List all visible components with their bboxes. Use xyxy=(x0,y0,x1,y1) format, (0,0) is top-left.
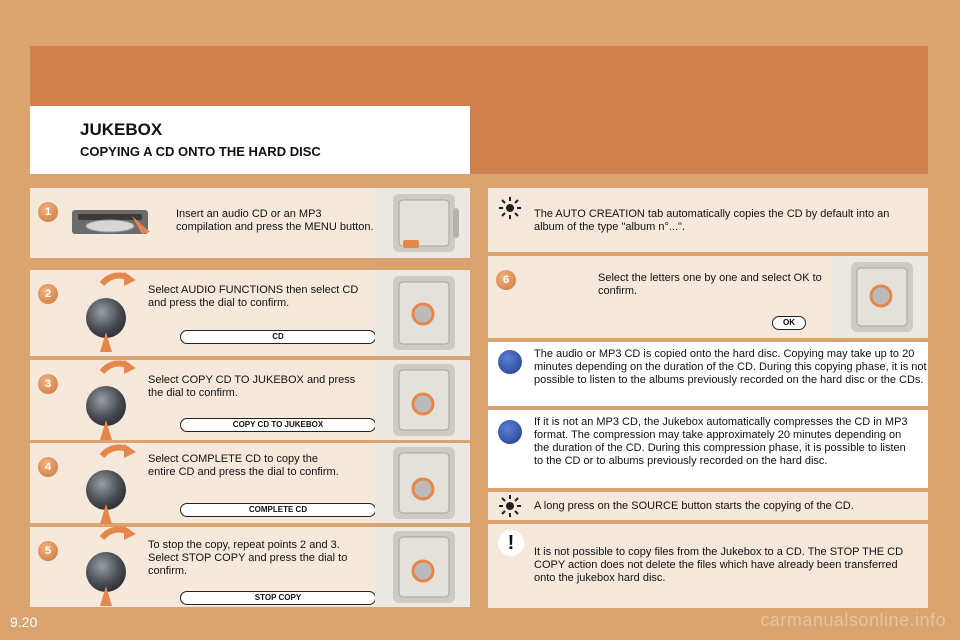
step-text: Insert an audio CD or an MP3 compilation and press the MENU button. xyxy=(176,208,374,233)
rotary-dial-icon xyxy=(86,526,136,606)
ok-pill: OK xyxy=(772,316,806,330)
rotary-dial-icon xyxy=(86,272,136,352)
radio-control-photo xyxy=(833,256,928,338)
menu-option-pill: COMPLETE CD xyxy=(180,503,376,517)
tip-text: A long press on the SOURCE button starts the copying of the CD. xyxy=(534,500,854,512)
step-text: Select COPY CD TO JUKEBOX and press the dial to confirm. xyxy=(148,374,356,399)
blue-dot-icon xyxy=(498,350,522,374)
step-text: Select COMPLETE CD to copy the entire CD and press the dial to confirm. xyxy=(148,453,339,478)
step-text: Select the letters one by one and select OK to confirm. xyxy=(598,272,822,297)
sun-tip-icon xyxy=(498,494,522,518)
rotary-dial-icon xyxy=(86,444,136,524)
page-number: 9.20 xyxy=(10,614,38,630)
step-number-badge: 3 xyxy=(38,374,58,394)
source-tip-panel xyxy=(488,492,928,520)
warning-panel xyxy=(488,524,928,608)
step-number-badge: 1 xyxy=(38,202,58,222)
rotary-dial-icon xyxy=(86,360,136,440)
step-number-badge: 6 xyxy=(496,270,516,290)
warning-icon: ! xyxy=(498,530,524,556)
page-subtitle: COPYING A CD ONTO THE HARD DISC xyxy=(80,144,321,159)
mp3-compression-panel xyxy=(488,410,928,488)
menu-option-pill: COPY CD TO JUKEBOX xyxy=(180,418,376,432)
step-text: Select AUDIO FUNCTIONS then select CD and press the dial to confirm. xyxy=(148,284,359,309)
menu-option-pill: CD xyxy=(180,330,376,344)
info-text: The audio or MP3 CD is copied onto the hard disc. Copying may take up to 20 minutes depending on the duration of the CD. During this copying phase, it is not possible to listen to the albums previously recorded on the hard disc or the CDs. xyxy=(534,348,927,386)
copy-duration-panel xyxy=(488,342,928,406)
step-number-badge: 4 xyxy=(38,457,58,477)
step-number-badge: 2 xyxy=(38,284,58,304)
blue-dot-icon xyxy=(498,420,522,444)
warning-text: It is not possible to copy files from the Jukebox to a CD. The STOP THE CD COPY action does not delete the files which have already been transferred onto the jukebox hard disc. xyxy=(534,546,904,584)
page-title: JUKEBOX xyxy=(80,120,163,139)
menu-option-pill: STOP COPY xyxy=(180,591,376,605)
sun-tip-icon xyxy=(498,196,522,220)
step-number-badge: 5 xyxy=(38,541,58,561)
watermark: carmanualsonline.info xyxy=(760,610,946,630)
step-text: To stop the copy, repeat points 2 and 3. Select STOP COPY and press the dial to confirm. xyxy=(148,539,348,577)
tip-text: The AUTO CREATION tab automatically copies the CD by default into an album of the type "album n°...". xyxy=(534,208,890,233)
auto-creation-tip-panel xyxy=(488,188,928,252)
info-text: If it is not an MP3 CD, the Jukebox automatically compresses the CD in MP3 format. The compression may take approximately 20 minutes depending on the duration of the CD. During this compression phase, it is possible to listen to the CD or to albums previously recorded on the hard disc. xyxy=(534,416,908,467)
step-6-panel xyxy=(488,256,928,338)
